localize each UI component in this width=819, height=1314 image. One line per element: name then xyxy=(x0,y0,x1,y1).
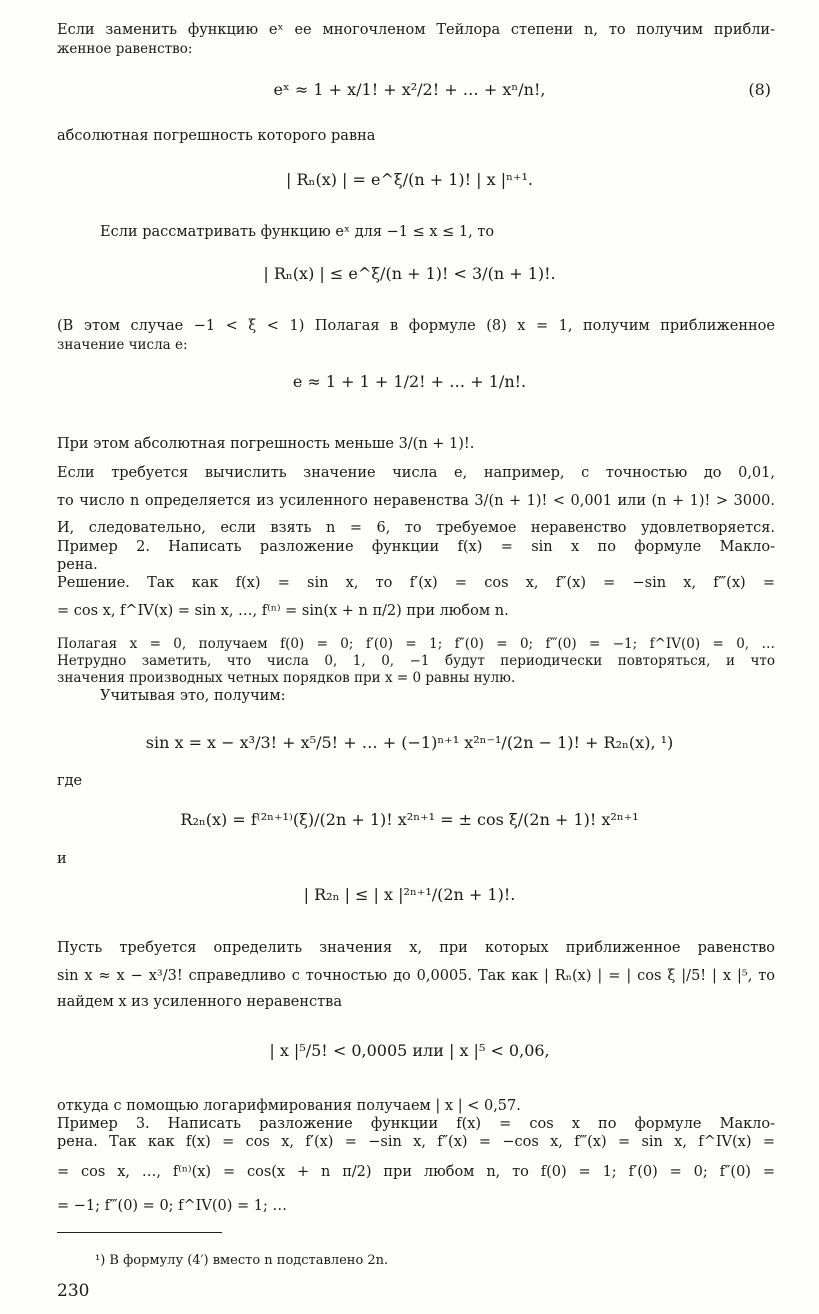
text-line: Если заменить функцию eˣ ее многочленом Тейлора степени n, то получим прибли- xyxy=(57,22,775,38)
text-line: При этом абсолютная погрешность меньше 3/(n + 1)!. xyxy=(57,436,475,452)
text-line: рена. xyxy=(57,557,98,573)
formula: | Rₙ(x) | = e^ξ/(n + 1)! | x |ⁿ⁺¹. xyxy=(286,170,533,189)
text-line: Если рассматривать функцию eˣ для −1 ≤ x ≤ 1, то xyxy=(100,224,495,240)
formula: eˣ ≈ 1 + x/1! + x²/2! + … + xⁿ/n!, xyxy=(273,80,546,99)
text-line: Учитывая это, получим: xyxy=(100,688,286,704)
text-line: рена. Так как f(x) = cos x, f′(x) = −sin x, f″(x) = −cos x, f‴(x) = sin x, f^IV(x) = xyxy=(57,1134,775,1150)
formula: R₂ₙ(x) = f⁽²ⁿ⁺¹⁾(ξ)/(2n + 1)! x²ⁿ⁺¹ = ± cos ξ/(2n + 1)! x²ⁿ⁺¹ xyxy=(180,810,639,829)
text-line: Пример 3. Написать разложение функции f(x) = cos x по формуле Макло- xyxy=(57,1116,775,1132)
footnote-rule xyxy=(57,1232,222,1233)
text-line: Решение. Так как f(x) = sin x, то f′(x) = cos x, f″(x) = −sin x, f‴(x) = xyxy=(57,575,775,591)
text-line: = −1; f‴(0) = 0; f^IV(0) = 1; … xyxy=(57,1198,288,1214)
equation-number: (8) xyxy=(748,80,771,99)
formula: e ≈ 1 + 1 + 1/2! + … + 1/n!. xyxy=(292,372,527,391)
text-line: где xyxy=(57,773,83,789)
text-line: и xyxy=(57,851,67,867)
text-line: Пусть требуется определить значения x, при которых приближенное равенство xyxy=(57,940,775,956)
formula: | Rₙ(x) | ≤ e^ξ/(n + 1)! < 3/(n + 1)!. xyxy=(263,264,556,283)
formula: | x |⁵/5! < 0,0005 или | x |⁵ < 0,06, xyxy=(269,1041,550,1060)
text-line: Полагая x = 0, получаем f(0) = 0; f′(0) = 1; f″(0) = 0; f‴(0) = −1; f^IV(0) = 0, … xyxy=(57,636,775,652)
text-line: Пример 2. Написать разложение функции f(x) = sin x по формуле Макло- xyxy=(57,539,775,555)
text-line: Если требуется вычислить значение числа e, например, с точностью до 0,01, xyxy=(57,465,775,481)
text-line: sin x ≈ x − x³/3! справедливо с точностью до 0,0005. Так как | Rₙ(x) | = | cos ξ |/5! | x |⁵, то xyxy=(57,968,775,984)
text-line: И, следовательно, если взять n = 6, то требуемое неравенство удовлетворяется. xyxy=(57,520,775,536)
formula: | R₂ₙ | ≤ | x |²ⁿ⁺¹/(2n + 1)!. xyxy=(303,885,516,904)
text-line: (В этом случае −1 < ξ < 1) Полагая в формуле (8) x = 1, получим приближенное xyxy=(57,318,775,334)
footnote: ¹) В формулу (4′) вместо n подставлено 2n. xyxy=(95,1253,389,1268)
text-line: откуда с помощью логарифмирования получаем | x | < 0,57. xyxy=(57,1098,521,1114)
text-line: значение числа e: xyxy=(57,337,188,353)
text-line: = cos x, f^IV(x) = sin x, …, f⁽ⁿ⁾ = sin(x + n π/2) при любом n. xyxy=(57,603,509,619)
text-line: найдем x из усиленного неравенства xyxy=(57,994,342,1010)
text-line: абсолютная погрешность которого равна xyxy=(57,128,376,144)
text-line: женное равенство: xyxy=(57,41,193,57)
formula: sin x = x − x³/3! + x⁵/5! + … + (−1)ⁿ⁺¹ x²ⁿ⁻¹/(2n − 1)! + R₂ₙ(x), ¹) xyxy=(145,733,674,752)
text-line: Нетрудно заметить, что числа 0, 1, 0, −1 будут периодически повторяться, и что xyxy=(57,653,775,669)
text-line: значения производных четных порядков при x = 0 равны нулю. xyxy=(57,670,516,686)
text-line: то число n определяется из усиленного неравенства 3/(n + 1)! < 0,001 или (n + 1)! > 3000. xyxy=(57,493,775,509)
text-line: = cos x, …, f⁽ⁿ⁾(x) = cos(x + n π/2) при любом n, то f(0) = 1; f′(0) = 0; f″(0) = xyxy=(57,1164,775,1180)
page-number: 230 xyxy=(57,1281,90,1301)
